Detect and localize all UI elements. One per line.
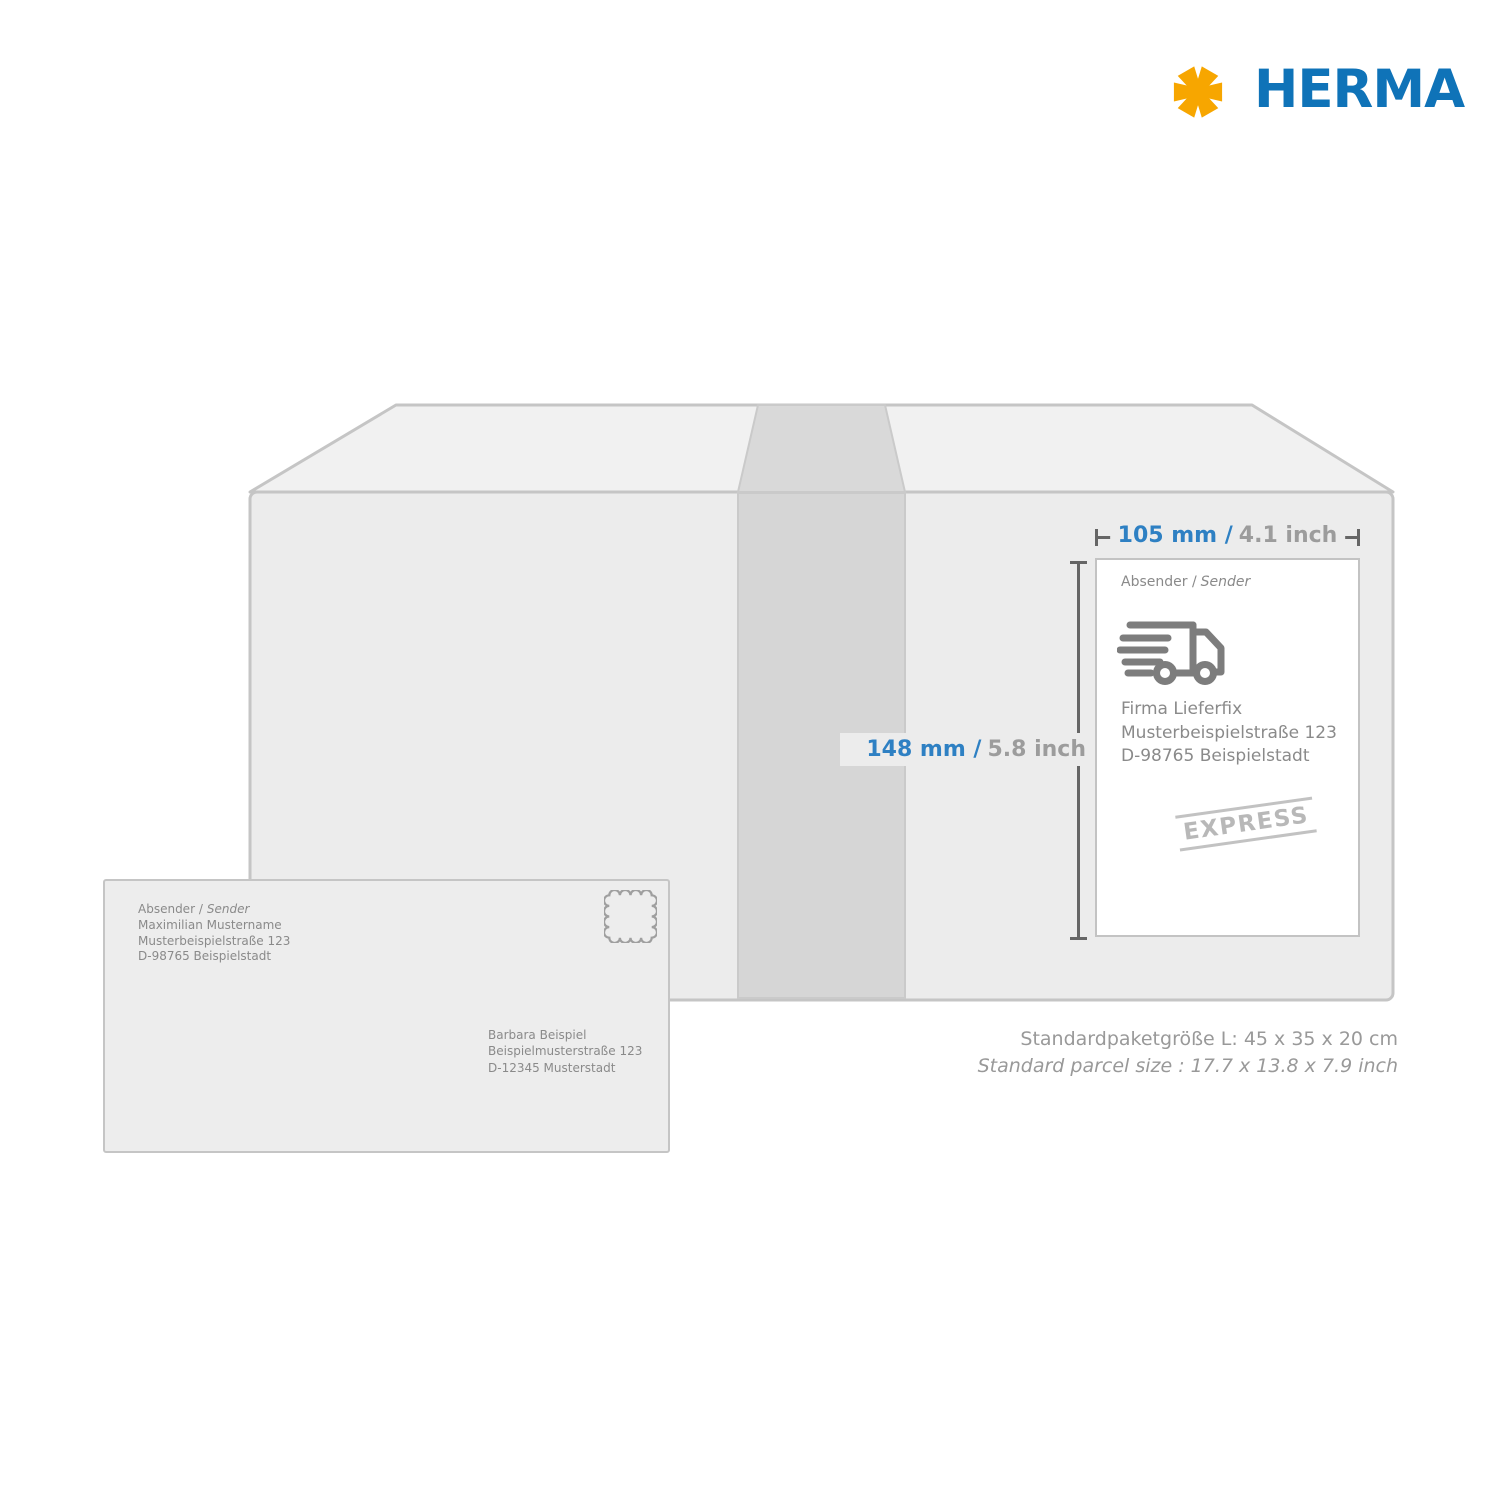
envelope-recipient-address	[488, 1027, 642, 1076]
shipping-label	[1095, 558, 1360, 937]
height-dimension-bottom-tick	[1070, 937, 1087, 940]
width-dimension-text	[1110, 523, 1346, 548]
label-address-line: Musterbeispielstraße 123	[1121, 722, 1337, 743]
envelope-sender-header	[138, 902, 290, 918]
label-sender-header	[1121, 574, 1250, 590]
parcel-size-imperial: Standard parcel size : 17.7 x 13.8 x 7.9 inch	[977, 1054, 1398, 1077]
envelope-sender-line: Musterbeispielstraße 123	[138, 933, 291, 948]
width-dimension	[1095, 522, 1360, 554]
label-address-line: D-98765 Beispielstadt	[1121, 746, 1310, 766]
envelope-sender-line: D-98765 Beispielstadt	[138, 949, 272, 964]
height-dimension-top-tick	[1070, 561, 1087, 564]
postage-stamp-icon	[604, 890, 657, 943]
parcel-size-caption	[898, 1026, 1398, 1079]
width-dimension-right-tick	[1357, 529, 1360, 546]
envelope-sender-header-en: Sender	[206, 902, 250, 916]
envelope	[103, 879, 670, 1153]
express-stamp: EXPRESS	[1175, 797, 1317, 852]
height-dimension-text	[840, 733, 1092, 766]
label-sender-header-en: Sender	[1200, 574, 1251, 590]
label-sender-header-de: Absender /	[1121, 574, 1197, 590]
height-mm-value: 148 mm /	[866, 737, 982, 762]
label-address-line: Firma Lieferfix	[1121, 699, 1243, 719]
width-dimension-left-tick	[1095, 529, 1098, 546]
envelope-sender-header-de: Absender /	[138, 902, 203, 916]
delivery-truck-icon	[1117, 616, 1233, 690]
parcel-size-metric: Standardpaketgröße L: 45 x 35 x 20 cm	[1020, 1028, 1398, 1050]
label-address	[1121, 698, 1337, 769]
herma-wordmark: HERMA	[1254, 59, 1465, 120]
envelope-sender-line: Maximilian Mustername	[138, 917, 282, 932]
width-mm-value: 105 mm /	[1117, 523, 1233, 548]
height-inch-value: 5.8 inch	[987, 737, 1086, 762]
envelope-recipient-line: Beispielmusterstraße 123	[488, 1044, 643, 1059]
envelope-recipient-line: D-12345 Musterstadt	[488, 1060, 616, 1075]
width-inch-value: 4.1 inch	[1238, 523, 1338, 548]
envelope-sender-address	[138, 902, 290, 965]
envelope-recipient-line: Barbara Beispiel	[488, 1028, 587, 1042]
parcel-tape-top	[738, 405, 905, 492]
